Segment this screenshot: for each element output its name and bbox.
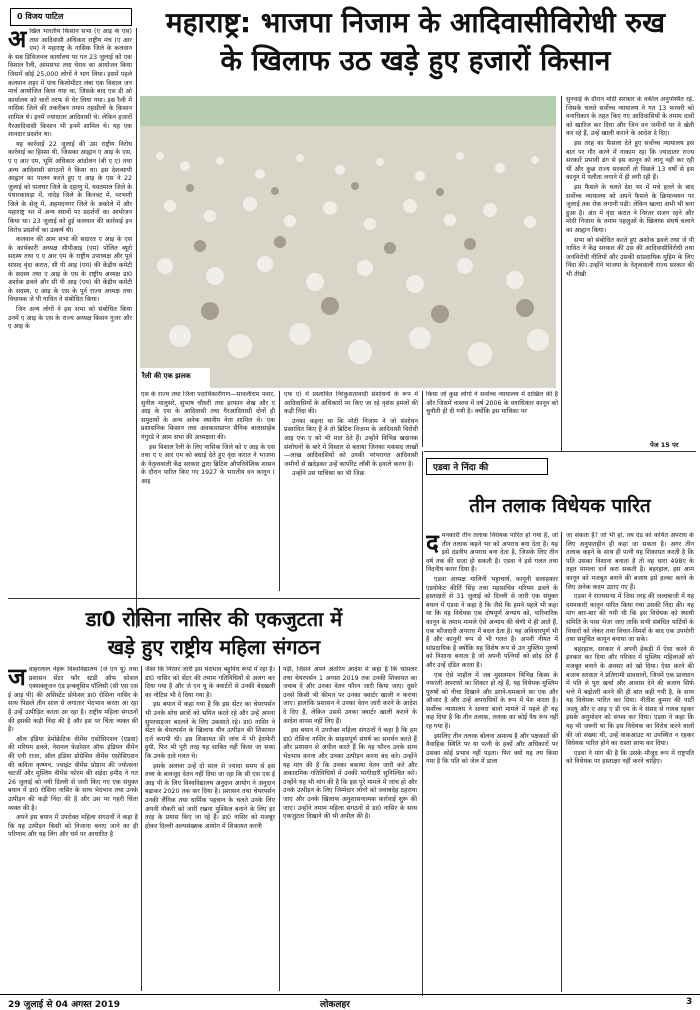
section-rule: [8, 598, 420, 599]
paragraph: उनका कहना था कि मोदी निजाम ने जो संशोधन प्रस्तावित किए हैं वे तो ब्रिटिश निजाम के आदिवासी विरोधी आइ एफ ए को भी मात देते हैं। उन्होंने विभिन्न खदानक संशोधनों के बारे में विस्तार से बताया जिनका मकसद लाखों—लाख आदिवासियों को उनकी परंपरागत आदिवासी जमीनों से खदेड़कर उन्हें कार्पोरेट लॉबी के हवाले करना है।: [284, 417, 418, 468]
paragraph: जैसा कि निरंतर जारी इस भेदभाव बहुविध रूपों में रहा है। डा0 नासिर को सेंटर की तमाम गतिविधियों से अलग कर दिया गया है और जे एन यू के क्वार्टरों से उनकी बेदखली का नोटिस भी दे दिया गया है।: [145, 666, 275, 699]
paragraph: बहरहाल, सरकार ने अपनी हेकड़ी में ऐसा करने से इनकार कर दिया और परिवार में मुस्लिम महिलाओं को मजबूत बनाने के अवसर को खो दिया। ऐसा करने की बजाय सरकार ने प्रतिगामी प्रावधानों, जिनमें एक प्रावधान में पति से पूरा खर्चा और आवास देने की बजाय सिर्फ भत्ते में बढ़ोतरी करने की ही बात कही गयी है, के साथ यह विधेयक पारित कर दिया। नीतीश कुमार की पार्टी जदयू और ए आइ ए डी एम के ने संसद से गायब रहकर इसके अनुमोदन को संभव कर दिया। एडवा ने कहा कि यह भी जरूरी था कि इस विधेयक का विरोध करने वालों की जो संख्या थी, उन्हें वाकआउट या उपस्थित न रहकर विधेयक पारित होने का रास्ता साफ कर दिया।: [566, 645, 694, 748]
rosina-headline-line2: खड़े हुए राष्ट्रीय महिला संगठन: [107, 635, 321, 659]
column-rule: [141, 666, 142, 991]
paragraph: इस विशाल रैली के लिए नासिक जिले को ए आइ के एस तथा ए ए आर एम को बधाई देते हुए वृंदा करात ने भाजपा के नेतृत्ववाली केंद्र सरकार द्वारा ब्रिटिश औपनिवेशिक शासन के दौरान पारित किए गए 1927 के भारतीय वन कानून ( आइ: [141, 443, 275, 485]
paragraph: कलवान की आम सभा की सदारत ए आइ के एस के कार्यकारी अध्यक्ष सीपीआइ (एम) पोलित ब्यूरो सदस्य तथा ए ए आर एम के राष्ट्रीय उपाध्यक्ष और पूर्व सांसद वृंदा करात, सी पी आइ (एम) की केंद्रीय कमेटी के सदस्य तथा ए आइ के एस के राष्ट्रीय अध्यक्ष डा0 अशोक ढवले और सी पी आइ (एम) की केंद्रीय कमेटी के सदस्य, ए आइ के एस के पूर्व राज्य अध्यक्ष तथा विधायक जे पी गावित ने संबोधित किया।: [8, 236, 132, 304]
column-rule: [561, 96, 562, 451]
section-rule: [424, 451, 696, 452]
rally-photo: [140, 96, 556, 388]
paragraph: यह कार्रवाई 22 जुलाई की उस राष्ट्रीय विरोध कार्रवाई का हिस्सा थी, जिसका आह्वान ए आइ के एस, ए ए आर एम, भूमि अधिकार आंदोलन (बी ए ए) तथा अन्य आदिवासी संगठनों ने किया था। इस देशव्यापी आह्वान का पालन करते हुए ए आइ के एस ने 22 जुलाई को पालघर जिले के दहाणु में, यवतमाल जिले के पंधारकावड़ा में, नांदेड़ जिले के किनवट में, परभणी जिले के सेलू में, अहमदनगर जिले के अकोले में और महाराष्ट्र भर में अन्य स्थानों पर प्रदर्शनों का आयोजन किया था। 23 जुलाई को हुई कलवान की कार्रवाई इन विरोध प्रदर्शनों का उत्कर्ष थी।: [8, 140, 132, 234]
column-rule: [561, 532, 562, 992]
paragraph: इसके अलावा उन्हें दो साल से ज्यादा समय से इस तथ्य के बावजूद वेतन नहीं दिया जा रहा कि सी एस एस ई आइ पी के लिए विश्वविद्यालय अनुदान आयोग ने अनुदान बढ़ाकर 2020 तक कर दिया है। प्रशासन तथा चेयरपर्सन उनकी लैंगिक तथा धार्मिक पहचान के चलते उनके लिए अपनी नौकरी को जारी रखना मुश्किल बनाने के लिए हर तरह के प्रयास किए जा रहे हैं। डा0 नासिर को मजबूर होकर दिल्ली अल्पसंख्यक आयोग में शिकायत करनी: [145, 762, 275, 830]
lead-col-1: [8, 28, 132, 558]
edva-dropcap: द: [426, 532, 439, 557]
lead-col-2: [141, 391, 275, 591]
rosina-col-2: [145, 666, 275, 991]
paragraph: मनकारी तीन तलाक विधेयक पारित हो गया है, जो तीन तलाक कहने भर को अपराध बना देता है। यह इसे दंडनीय अपराध बना देता है, जिसके लिए तीन वर्ष तक की सजा हो सकती है। एडवा ने इसे गलत तथा निंदनीय करार दिया है।: [426, 532, 558, 574]
rally-crowd-image: [140, 96, 556, 388]
column-rule: [136, 28, 137, 628]
paragraph: सुनवाई के दौरान मोदी सरकार के वकील अनुपस्थित रहे, जिसके चलते सर्वोच्च न्यायालय ने गत 13 फरवरी को वनाधिकार के तहत किए गए आदिवासियों के तमाम दावों को खारिज कर दिया और जिन वन जमीनों पर वे खेती कर रहे हैं, उन्हें खाली कराने के आदेश दे दिए।: [566, 96, 694, 138]
edva-headline: तीन तलाक विधेयक पारित: [469, 495, 651, 517]
lead-col-3: [284, 391, 418, 591]
paragraph: अपने इस बयान में उपरोक्त महिला संगठनों ने कहा है कि यह उत्पीड़न किसी को निजाना बनाए जाने का ही परिणाम और यह लिंग और धर्म पर आधारित है: [8, 814, 138, 839]
column-rule: [279, 391, 280, 591]
paragraph: एडवा अध्यक्ष मालिनी भट्टाचार्य, कानूनी सलाहकार एडवोकेट कीर्ति सिंह तथा महासचिव मरियम ढवले के हस्ताक्षरों से 31 जुलाई को दिल्ली से जारी एक संयुक्त बयान में एडवा ने कहा है कि जैसे कि हमने पहले भी कहा था कि यह विधेयक एक दोषपूर्ण अन्याय को, पारिवारिक कानून के तमाम मामले ऐसे अन्याय की श्रेणी में ही आते हैं, एक फौजदारी अपराध में बदल देता है। यह अविचारपूर्ण भी है और कानूनी रूप से भी गलत है। अपनी नीयत में सांप्रदायिक है क्योंकि यह विशेष रूप से उन मुस्लिम पुरुषों को निशाना बनाता है जो अपनी पत्नियों को छोड़ देते हैं और उन्हें दंडित करता है।: [426, 575, 558, 669]
column-rule: [422, 451, 423, 996]
footer-date: 29 जुलाई से 04 अगस्त 2019: [8, 1000, 120, 1010]
paragraph: इस बयान में कहा गया है कि इस सेंटर का चेयरपर्सन भी उनके शोध छात्रों को भ्रमित करते रहे और उन्हें अपना सुपरवाइजर बदलने के लिए उकसाते रहे। डा0 नासिर ने सेंटर के चेयरपर्सन के खिलाफ यौन उत्पीड़न की शिकायत दर्ज करायी थी। इस शिकायत की जांच में भी हेराफेरी हुयी, फिर भी पूरी तरह यह साबित नहीं किया जा सका कि उनके दावे गलत थे।: [145, 701, 275, 760]
rosina-col-3: [283, 666, 417, 991]
photo-caption: रैली की एक झलक: [142, 372, 191, 380]
paragraph: जिन अन्य लोगों ने इस सभा को संबोधित किया उनमें ए आइ के एस के राज्य अध्यक्ष किसन गुजर और ए आइ के: [8, 306, 132, 331]
rosina-col-1: [8, 666, 138, 991]
footer-rule: [0, 994, 700, 995]
paragraph: पड़ी, जिसने अपने अंतरिम आदेश में कहा है कि चांसलर तथा चेयरपर्सन 1 अगस्त 2019 तक उनकी शिकायत का जवाब दें और उनका वेतन फौरन जारी किया जाए। दूसरे उनसे किसी भी कीमत पर उनका क्वार्टर खाली न कराया जाए। हालांकि प्रशासन ने उनका वेतन जारी करने के आदेश दे दिए हैं, लेकिन उससे उनका क्वार्टर खाली कराने के आदेश वापस नहीं लिए हैं।: [283, 666, 417, 725]
edva-col-2: [566, 532, 694, 992]
paragraph: वाहरलाल नेहरू विश्वविद्यालय (जे एन यू) तथा प्रशासन सेंटर फॉर स्टडी ऑफ सोशल एक्सक्लूजन एंड इन्क्लूसिव पॉलिसी (सी एस एस ई आइ पी) की असिस्टेंट प्रोफेसर डा0 रोसिना नासिर के साथ पिछले तीन साल से लगातार भेदभाव करता आ रहा है उन्हें उत्पीड़ित करता आ रहा है। राष्ट्रीय महिला संगठनों की इसकी कड़ी निंदा की है और इस पर चिंता व्यक्त की है।: [8, 666, 138, 734]
column-rule: [279, 666, 280, 991]
byline: 0 विजय पाटिल: [17, 12, 64, 21]
paragraph: सभा को संबोधित करते हुए अशोक ढवले तथा जे पी गावित ने केंद्र सरकार की उस की आदिवासीविरोधी तथा जनविरोधी नीतियों और उसकी सांप्रदायिक मुहिम के लिए निंदा की। उन्होंने भाजपा के नेतृत्ववाली राज्य सरकार की भी तीखी: [566, 236, 694, 278]
byline-box: [10, 8, 132, 26]
paragraph: इस तरह का फैसला देते हुए सर्वोच्च न्यायालय इस बात पर गौर करने में नाकाम रहा कि ज्यादातर राज्य सरकारें प्रभावी ढंग से इस कानून को लागू नहीं कर रही थीं और कुछ राज्य सरकारों तो पिछले 13 वर्षों से इस कानून में पलीता लगाने में ही लगी रही हैं।: [566, 139, 694, 182]
edva-label: एडवा ने निंदा की: [426, 458, 548, 475]
rosina-dropcap: ज: [8, 666, 26, 691]
paragraph: इस फैसले के चलते देश भर में मचे हल्ले के बाद सर्वोच्च न्यायालय को अपने फैसले के क्रियान्वयन पर जुलाई तक रोक लगानी पड़ी। लेकिन खतरा अभी भी बना हुआ है। अंत में वृंदा करात ने निरंतर सजग रहने और मोदी निजाम के तमाम पहलुओं के खिलाफ संघर्ष चलाने का आह्वान किया।: [566, 183, 694, 234]
paragraph: इसलिए तीन तलाक बोलना अमान्य है और पक्षकारों की वैवाहिक स्थिति पर या पत्नी के हकों और अधिकारों पर उसका कोई प्रभाव नहीं पड़ता। फिर क्यों यह तय किया गया है कि पति को जेल में डाला: [426, 732, 558, 766]
paragraph: एस के राज्य तथा जिला पदाधिकारीगण—सावलीराम पवार, सुनील मालुसरे, सुभाष चौधरी तथा इरफान शेख और ए आइ के एस के आदिवासी तथा गैरआदिवासी दोनों ही समुदायों के अन्य अनेक स्थानीय नेता शामिल थे। एक प्रशासनिक किसान तथा अवकाशप्राप्त सैनिक बालासाहेब गंगुरडे ने आम सभा की अध्यक्षता की।: [141, 391, 275, 441]
edva-col-1: [426, 532, 558, 992]
paragraph: एडवा ने राज्यसभा में जिस तरह की जल्दबाजी में यह दमनकारी कानून पारित किया गया उसकी निंदा की। यह मांग बार-बार की गयी थी कि इस विधेयक को स्थायी समिति के पास भेजा जाए ताकि सभी संबंधित पार्टियों के विचारों को लेकर तथा विचार-विमर्श के बाद एक उपयोगी तथा समुचित कानून बनाया जा सके।: [566, 593, 694, 644]
paragraph: एफ ए) में प्रस्तावित निरंकुशतावादी संशोधनों के रूप में आदिवासियों के अधिकारों पर किए जा रहे नृशंस हमलों की कड़ी निंदा की।: [284, 391, 418, 416]
lead-col-5: [566, 96, 694, 441]
lead-col-4: [426, 391, 558, 447]
footer-page: 3: [686, 997, 693, 1007]
lead-dropcap: अ: [8, 28, 27, 53]
paragraph: किया जो कुछ लोगों ने सर्वोच्च न्यायालय में दाखिल की है और जिसमें वास्तव में वर्ष 2006 के वनाधिकार कानून को चुनौती ही दी गयी है। क्योंकि इस याचिका पर: [426, 391, 558, 416]
lead-headline-line2: के खिलाफ उठ खड़े हुए हजारों किसान: [220, 44, 611, 77]
paragraph: उन्होंने उस याचिका का भी जिक्र: [292, 470, 365, 478]
footer-paper: लोकलहर: [320, 1000, 350, 1010]
continued-note: पेज 15 पर: [650, 441, 679, 449]
rosina-headline-line1: डा0 रोसिना नासिर की एकजुटता में: [85, 607, 343, 631]
paragraph: एडवा ने मांग की है कि उसके मौजूद रूप में राष्ट्रपति को विधेयक पर हस्ताक्षर नहीं करने चाहिए।: [566, 749, 694, 766]
paragraph: जा सकता है? जो भी हो, तय दंड को कथित अपराध के लिए अनुपातहीन ही कहा जा सकता है। अगर तीन तलाक कहने के साथ ही पत्नी यह शिकायत करती है कि पति उसका निशाना बनाता है तो वह धारा 498ए के तहत मामला दर्ज करा सकती है। बहरहाल, इस आम कानून को मजबूत बनाने की बजाय इसे हल्का करने के लिए अनेक कदम उठाए गए हैं।: [566, 532, 694, 591]
paragraph: खिल भारतीय किसान सभा (ए आइ के एस) तथा आदिवासी अधिकार राष्ट्रीय मंच (ए आर एम) ने महाराष्ट्र के नासिक जिले के कलवान के सब डिविजनल कार्यालय पर गत 23 जुलाई को एक विशाल रैली, आमसभा तथा घेराव का आयोजन किया जिसमें कोई 25,000 लोगों ने भाग लिया। इसमें पहले कलवान शहर में पांच किलोमीटर लंबा एक विशाल जन मार्च आयोजित किया गया था, जिसके बाद एस डी ओ कार्यालय को चारों तरफ से घेर लिया गया। इस रैली में नासिक जिले की तकरीबन तमाम तहसीलों के किसान शामिल थे। इनमें ज्यादातर आदिवासी थे। लेकिन हजारों गैरआदिवासी किसान भी इनमें शामिल थे। यह एक शानदार प्रदर्शन था।: [8, 28, 132, 139]
paragraph: इस बयान में उपरोक्त महिला संगठनों ने कहा है कि हम डा0 रोसिना नासिर के साहसपूर्ण संघर्ष का समर्थन करते हैं और प्रशासन से अपील करते हैं कि वह फौरन उनके साथ भेदभाव करना और उनका उत्पीड़न करना बंद करे। उन्होंने यह मांग की है कि उनका बकाया वेतन जारी करे और अकादमिक गतिविधियों में उनकी भागीदारी सुनिश्चित करे। उन्होंने यह भी मांग की है कि इस पूरे मामले में जांच हो और उनके उत्पीड़न के लिए जिम्मेदार लोगों को जवाबदेह ठहराया जाए और उनके खिलाफ अनुशासनात्मक कार्रवाई शुरू की जाए। उन्होंने तमाम महिला संगठनों से डा0 नासिर के साथ एकजुटता दिखाने की भी अपील की है।: [283, 727, 417, 821]
paragraph: ऑल इंडिया डेमोक्रेटिक वीमेंस एसोसिएशन (एडवा) की मरियम ढवले, नेशनल फेडरेशन ऑफ इंडियन वीमेन की एनी राजा, ऑल इंडिया प्रोग्रेसिव वीमेंस एसोसिएशन की कविता कृष्णन, ज्वाइंट वीमेंस प्रोग्राम की ज्योत्सना चटर्जी और मुस्लिम वीमेंस फोरम की सईदा हमीद ने गत 26 जुलाई को नयी दिल्ली से जारी किए गए एक संयुक्त बयान में डा0 रोसिना नासिर के साथ भेदभाव तथा उनके उत्पीड़न की कड़ी निंदा की है और उस पर गहरी चिंता व्यक्त की है।: [8, 735, 138, 812]
lead-headline-line1: महाराष्ट्र: भाजपा निजाम के आदिवासीविरोधी रुख: [165, 6, 666, 39]
paragraph: एक ऐसे माहौल में जब मुसलमान विभिन्न किस्म के नफरती अपराधों का शिकार हो रहे हैं, यह विधेयक मुस्लिम पुरुषों को नीचा दिखाने और डराने-धमकाने का एक और औजार है और उन्हें अपराधियों के रूप में पेश करता है। सर्वोच्च न्यायालय ने सायरा बानो मामले में पहले ही यह कह दिया है कि तीन तलाक, तलाक का कोई वैध रूप नहीं रह गया है।: [426, 671, 558, 731]
column-rule: [422, 391, 423, 447]
